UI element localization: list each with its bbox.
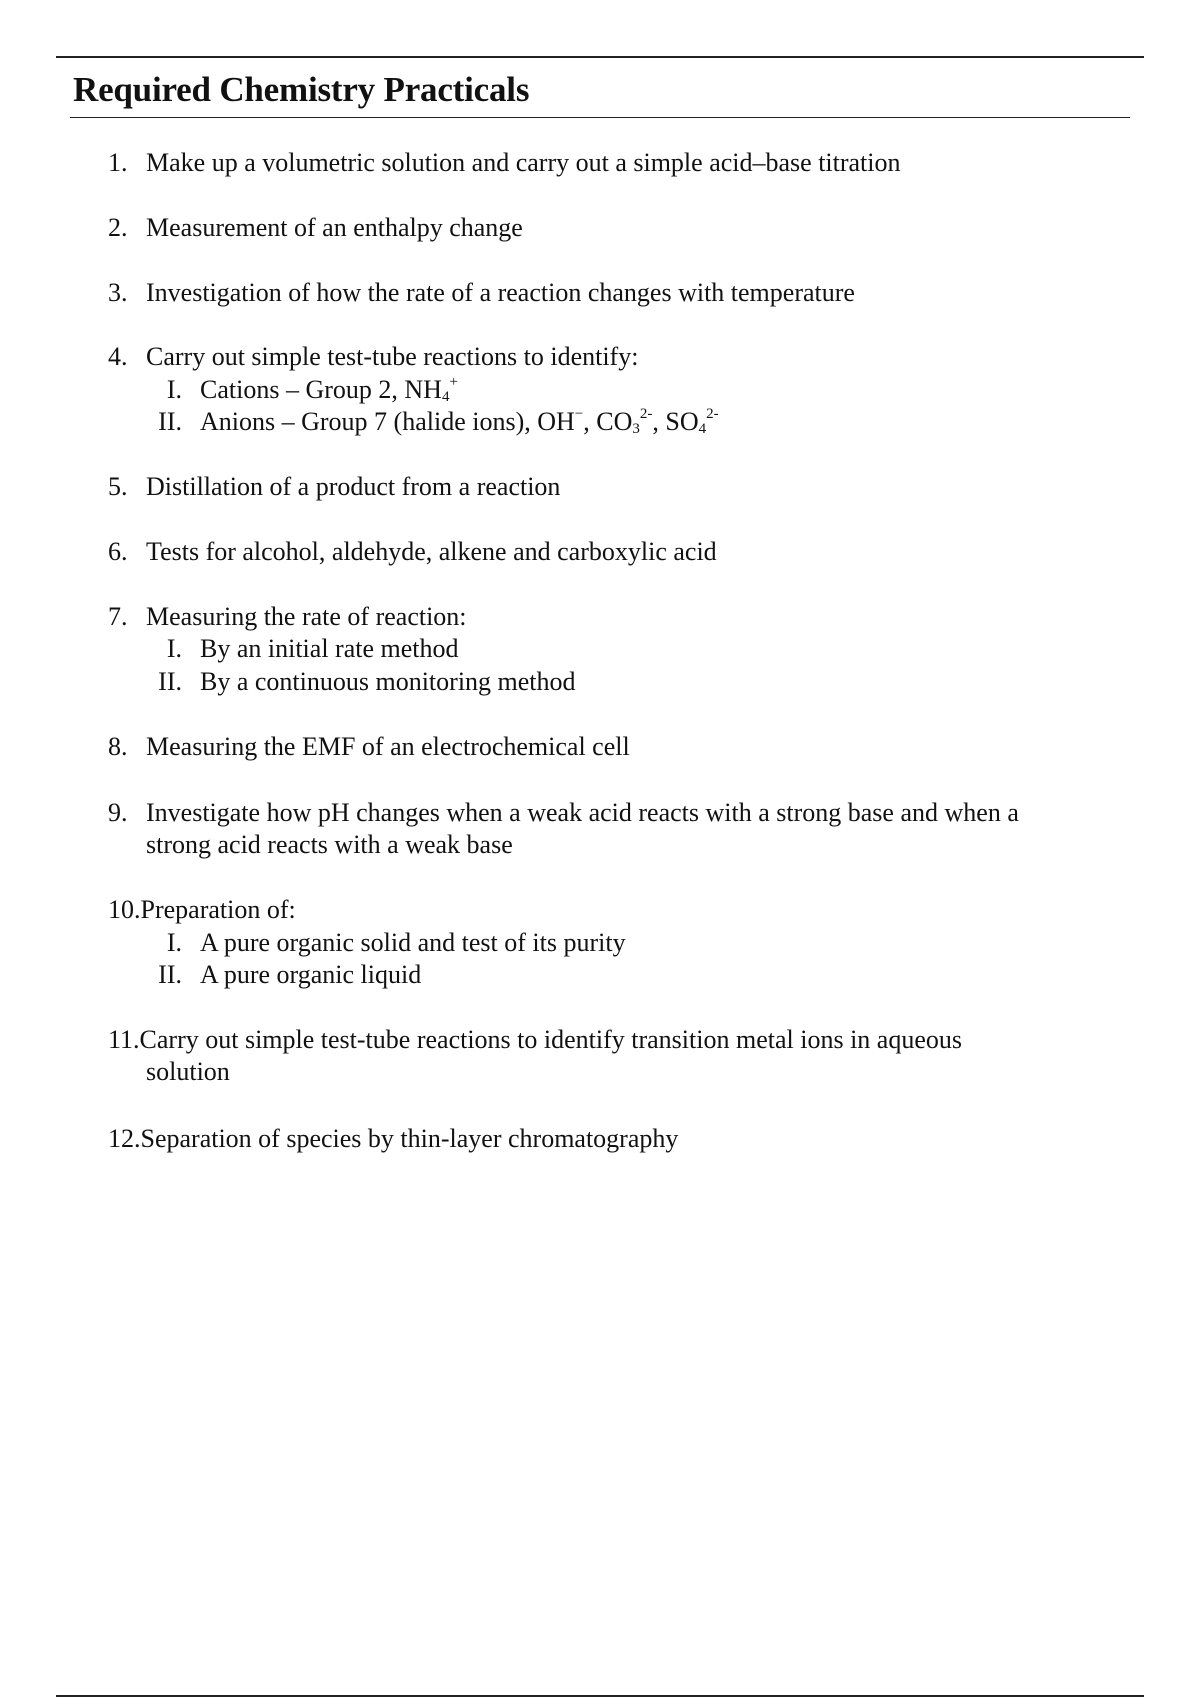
sub-item-numeral: II. — [158, 667, 182, 696]
item-text-line-2: solution — [146, 1057, 230, 1086]
item-text: Make up a volumetric solution and carry out a simple acid–base titration — [146, 148, 901, 177]
item-number: 5. — [108, 472, 128, 501]
item-text: Measuring the EMF of an electrochemical cell — [146, 732, 630, 761]
item-text: Investigation of how the rate of a reaction changes with temperature — [146, 278, 855, 307]
sub-item — [0, 666, 1200, 698]
sub-item-numeral: I. — [166, 375, 182, 404]
item-text: Carry out simple test-tube reactions to identify: — [146, 342, 639, 371]
sub-item-text: A pure organic liquid — [200, 960, 422, 989]
item-number: 9. — [108, 798, 128, 827]
so4-subscript: 4 — [698, 421, 707, 437]
top-rule — [56, 56, 1144, 58]
page-title: Required Chemistry Practicals — [73, 70, 530, 109]
so4-label: , SO — [652, 407, 699, 436]
so4-charge: 2- — [706, 406, 719, 422]
item-text: Separation of species by thin-layer chromatography — [140, 1124, 679, 1153]
sub-item — [0, 633, 1200, 665]
bottom-rule — [56, 1695, 1144, 1697]
sub-item — [0, 374, 1200, 406]
item-number: 10. — [108, 895, 141, 924]
sub-item-text — [200, 406, 719, 438]
item-text: Measuring the rate of reaction: — [146, 602, 467, 631]
cations-label: Cations – Group 2, NH — [200, 375, 442, 404]
item-number: 1. — [108, 148, 128, 177]
nh4-charge: + — [449, 374, 458, 390]
sub-item — [0, 406, 1200, 438]
item-number: 8. — [108, 732, 128, 761]
item-text: Measurement of an enthalpy change — [146, 213, 523, 242]
item-number: 6. — [108, 537, 128, 566]
sub-item-numeral: II. — [158, 960, 182, 989]
item-number: 11. — [108, 1025, 140, 1054]
nh4-subscript: 4 — [441, 389, 450, 405]
sub-item-numeral: I. — [166, 634, 182, 663]
co3-subscript: 3 — [632, 421, 640, 437]
title-underline — [70, 117, 1130, 118]
sub-item-numeral: I. — [166, 928, 182, 957]
co3-label: , CO — [583, 407, 633, 436]
item-text: Tests for alcohol, aldehyde, alkene and carboxylic acid — [146, 537, 717, 566]
sub-item-text: A pure organic solid and test of its purity — [200, 928, 626, 957]
sub-item-text: By an initial rate method — [200, 634, 459, 663]
sub-item — [0, 959, 1200, 991]
item-text-line-1: Carry out simple test-tube reactions to identify transition metal ions in aqueous — [139, 1025, 962, 1054]
item-number: 2. — [108, 213, 128, 242]
sub-item-numeral: II. — [158, 407, 182, 436]
item-number: 12. — [108, 1124, 141, 1153]
sub-item-text: By a continuous monitoring method — [200, 667, 576, 696]
item-text-line-2: strong acid reacts with a weak base — [146, 830, 513, 859]
co3-charge: 2- — [639, 406, 653, 422]
item-text: Preparation of: — [140, 895, 296, 924]
item-number: 3. — [108, 278, 128, 307]
oh-charge: − — [574, 406, 584, 422]
item-number: 4. — [108, 342, 128, 371]
item-text: Distillation of a product from a reaction — [146, 472, 561, 501]
item-text-line-1: Investigate how pH changes when a weak acid reacts with a strong base and when a — [146, 798, 1019, 827]
anions-label: Anions – Group 7 (halide ions), OH — [200, 407, 575, 436]
sub-item-text — [200, 374, 458, 406]
item-number: 7. — [108, 602, 128, 631]
sub-item — [0, 927, 1200, 959]
